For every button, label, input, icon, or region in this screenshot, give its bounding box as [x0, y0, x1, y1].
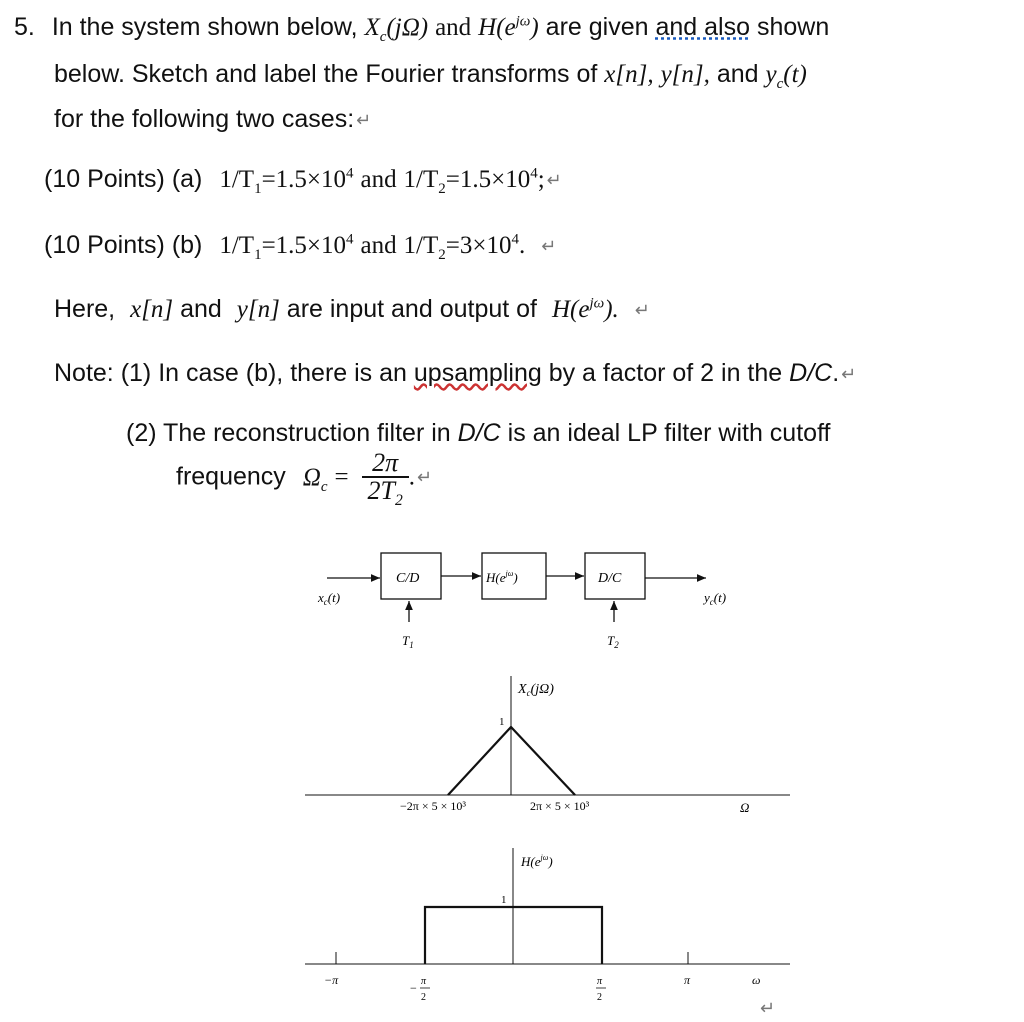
t1-label: $T_1$: [402, 633, 414, 650]
label-minus-half-den: 2: [421, 992, 426, 1003]
dc-label: D/C: [598, 571, 622, 586]
note-2: (2) The reconstruction filter in D/C is an ideal LP filter with cutoff: [126, 419, 831, 447]
problem-line-2: below. Sketch and label the Fourier transforms of x[n], y[n], and $y_c(t)$: [54, 60, 807, 92]
problem-line-3: for the following two cases: ↵: [54, 105, 372, 133]
xc-left-tick-label: −2π × 5 × 10³: [400, 799, 466, 813]
xc-peak-label: 1: [499, 716, 505, 728]
t2-label: $T_2$: [607, 633, 619, 650]
label-plus-half-num: π: [597, 976, 603, 987]
cd-label: C/D: [396, 571, 420, 586]
note-1: Note: (1) In case (b), there is an upsampling by a factor of 2 in the D/C. ↵: [54, 359, 857, 387]
h-title: $H(e^{j\omega})$: [521, 853, 553, 869]
problem-line-1: 5. In the system shown below, $X_c(j\Omega)$ and $H(e^{j\omega})$ are given and also shown: [14, 13, 830, 45]
label-minus-half-num: π: [421, 976, 427, 987]
trailing-return-mark: ↵: [760, 998, 776, 1019]
xc-title: $X_c(j\Omega)$: [518, 682, 554, 698]
xc-right-tick-label: 2π × 5 × 10³: [530, 799, 590, 813]
here-line: Here, x[n] and y[n] are input and output of $H(e^{j\omega})$. ↵: [54, 295, 650, 323]
problem-number: 5.: [14, 13, 35, 41]
cutoff-fraction: $\frac{2\pi}{2T_2}$: [362, 450, 409, 504]
label-pi: π: [684, 973, 691, 987]
xc-symbol: $X_c(j\Omega)$: [364, 14, 429, 45]
h-spectrum: [305, 848, 790, 1003]
frequency-line: frequency $\Omega_c$ = $\frac{2\pi}{2T_2}$ . ↵: [176, 448, 433, 510]
xc-spectrum: [305, 676, 790, 815]
xc-axis-label: Ω: [740, 800, 750, 815]
label-minus-pi: −π: [324, 973, 339, 987]
h-level-label: 1: [501, 894, 507, 906]
h-symbol: $H(e^{j\omega})$: [478, 13, 539, 41]
input-label: $x_c(t)$: [318, 590, 341, 607]
h-label: $H(e^{j\omega})$: [486, 569, 518, 585]
output-label: $y_c(t)$: [704, 590, 727, 607]
label-minus-half-sign: −: [410, 981, 417, 995]
h-axis-label: ω: [752, 973, 761, 987]
case-a: (10 Points) (a) $1/T_1=1.5\times 10^4$ and $1/T_2=1.5\times 10^4$; ↵: [44, 165, 562, 197]
label-plus-half-den: 2: [597, 992, 602, 1003]
case-b: (10 Points) (b) $1/T_1=1.5\times 10^4$ and $1/T_2=3\times 10^4$. ↵: [44, 231, 557, 263]
